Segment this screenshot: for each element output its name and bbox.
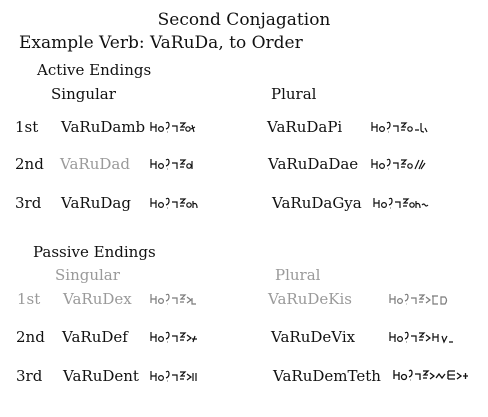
script-glyph-passive-plural-2nd — [389, 330, 455, 344]
script-glyph-passive-plural-1st — [389, 292, 453, 306]
active-plural-label: Plural — [271, 85, 317, 103]
passive-person-3rd: 3rd — [16, 367, 43, 385]
script-glyph-active-plural-2nd — [371, 157, 427, 171]
passive-plural-label: Plural — [275, 266, 321, 284]
active-plural-1st: VaRuDaPi — [267, 118, 343, 136]
script-glyph-active-plural-3rd — [373, 196, 429, 210]
active-singular-label: Singular — [51, 85, 116, 103]
page-subtitle: Example Verb: VaRuDa, to Order — [19, 33, 303, 53]
script-glyph-passive-singular-1st — [150, 292, 198, 306]
active-plural-2nd: VaRuDaDae — [268, 155, 359, 173]
script-glyph-active-plural-1st — [371, 120, 429, 134]
script-glyph-passive-singular-3rd — [150, 369, 198, 383]
page-title: Second Conjagation — [157, 10, 331, 30]
active-singular-3rd: VaRuDag — [61, 194, 131, 212]
passive-singular-label: Singular — [55, 266, 120, 284]
passive-plural-3rd: VaRuDemTeth — [273, 367, 381, 385]
passive-person-2nd: 2nd — [16, 328, 45, 346]
script-glyph-active-singular-3rd — [150, 196, 200, 210]
passive-heading: Passive Endings — [33, 243, 156, 261]
active-plural-3rd: VaRuDaGya — [272, 194, 362, 212]
script-glyph-passive-singular-2nd — [150, 330, 198, 344]
passive-person-1st: 1st — [17, 290, 41, 308]
active-person-1st: 1st — [15, 118, 39, 136]
script-glyph-passive-plural-3rd — [393, 367, 469, 383]
active-person-2nd: 2nd — [15, 155, 44, 173]
passive-singular-2nd: VaRuDef — [62, 328, 128, 346]
active-heading: Active Endings — [37, 61, 152, 79]
active-person-3rd: 3rd — [15, 194, 42, 212]
passive-plural-1st: VaRuDeKis — [268, 290, 352, 308]
script-glyph-active-singular-2nd — [150, 157, 196, 171]
passive-singular-1st: VaRuDex — [63, 290, 132, 308]
active-singular-1st: VaRuDamb — [61, 118, 146, 136]
active-singular-2nd: VaRuDad — [60, 155, 130, 173]
passive-plural-2nd: VaRuDeVix — [271, 328, 356, 346]
passive-singular-3rd: VaRuDent — [63, 367, 139, 385]
script-glyph-active-singular-1st — [150, 120, 196, 134]
